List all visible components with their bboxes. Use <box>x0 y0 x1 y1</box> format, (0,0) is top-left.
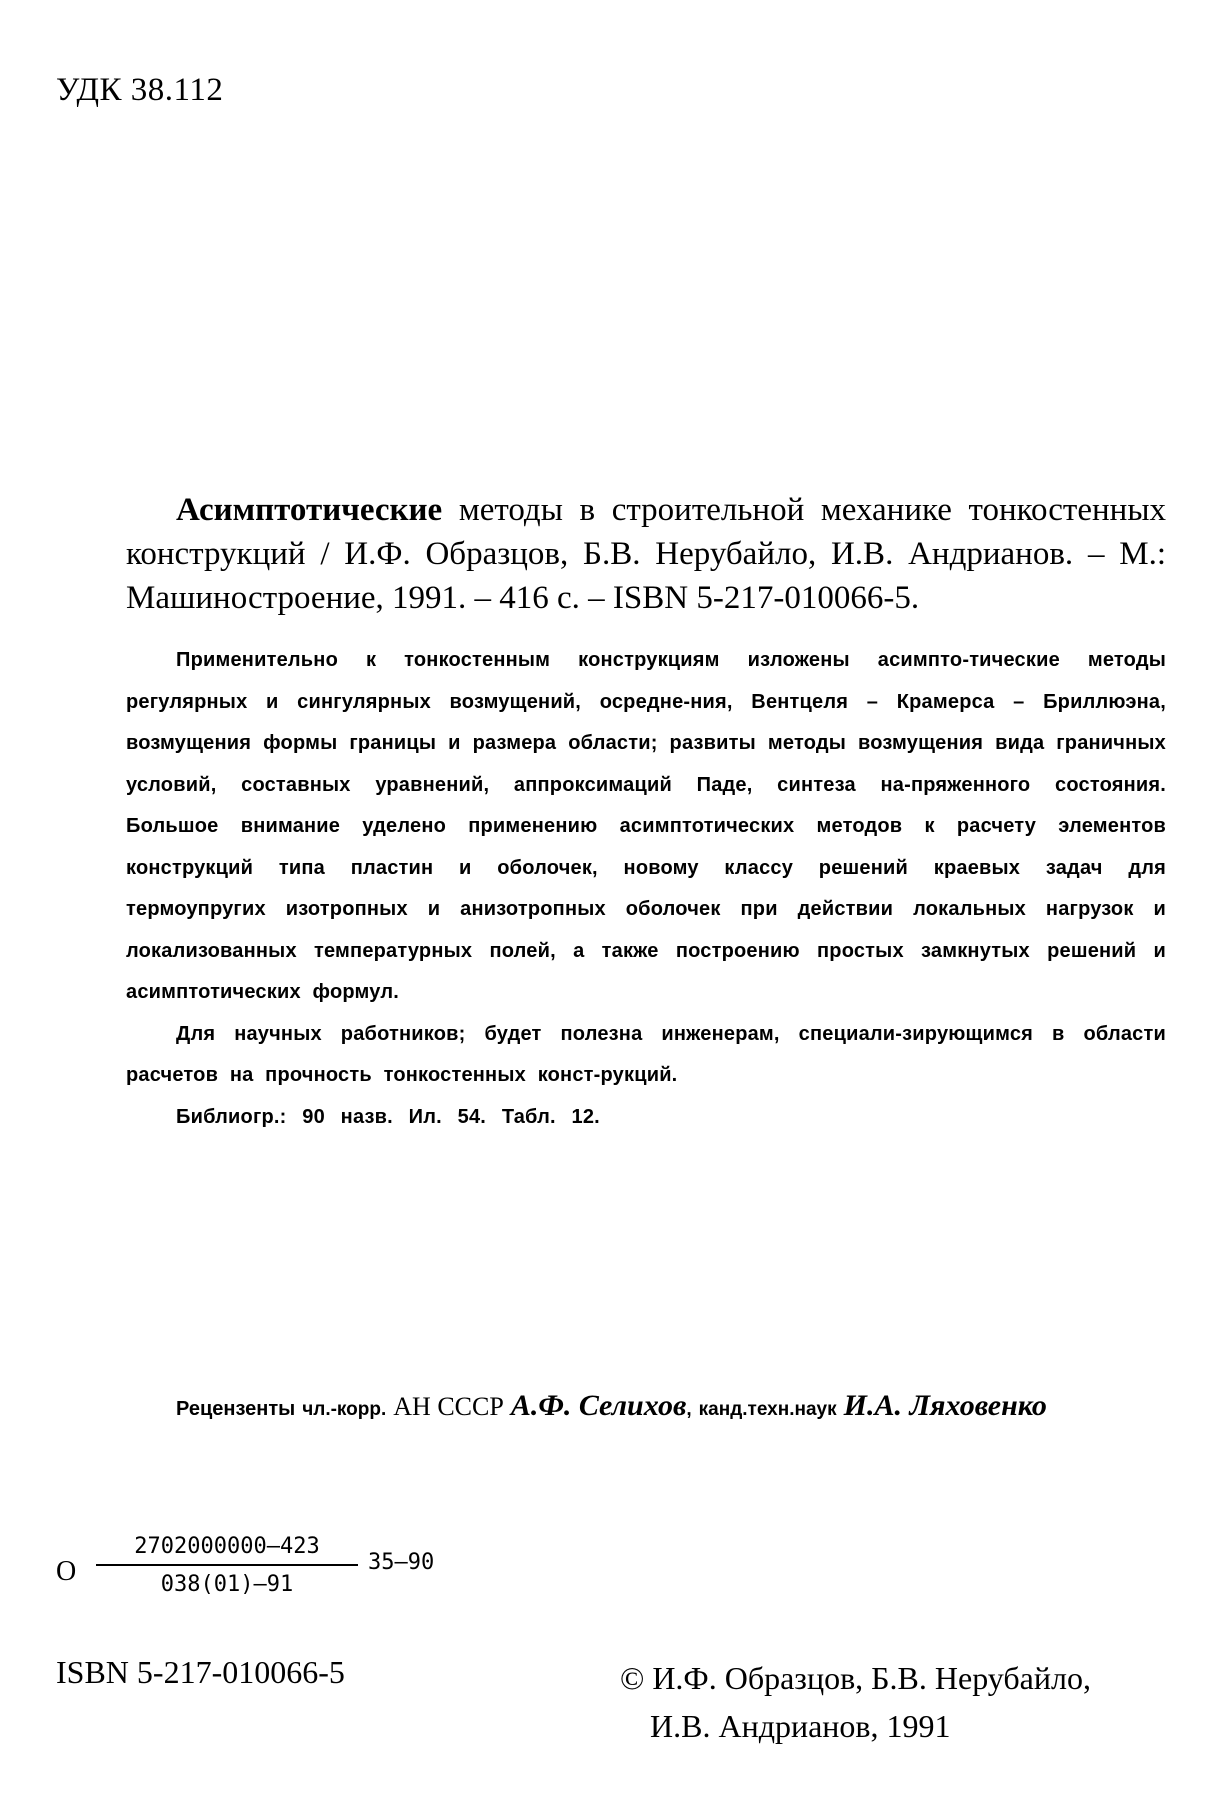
publisher-index-code <box>56 1532 456 1612</box>
isbn: ISBN 5-217-010066-5 <box>56 1654 345 1690</box>
index-suffix: 35–90 <box>368 1550 435 1575</box>
bibliography-stats: Библиогр.: 90 назв. Ил. 54. Табл. 12. <box>176 1105 600 1128</box>
reviewer-1-institution: АН СССР <box>393 1392 504 1421</box>
reviewer-2-name: И.А. Ляховенко <box>843 1389 1047 1422</box>
copyright <box>620 1654 1180 1750</box>
bibliographic-record-text: методы в строительной механике тонкостенных конструкций / И.Ф. Образцов, Б.В. Нерубайло, И.В. Андрианов. – М.: Машиностроение, 1991. – 416 с. – ISBN 5-217-010066-5. <box>126 492 1166 616</box>
reviewer-1-title: чл.-корр. <box>302 1399 387 1420</box>
abstract <box>126 640 1166 1138</box>
reviewer-2-title: канд.техн.наук <box>698 1399 837 1420</box>
udk-code: УДК 38.112 <box>56 72 224 108</box>
index-letter: О <box>56 1556 77 1587</box>
abstract-paragraph-1: Применительно к тонкостенным конструкциям изложены асимпто-тические методы регулярных и сингулярных возмущений, осредне-ния, Вентцеля – Крамерса – Бриллюэна, возмущения формы границы и размера области; развиты методы возмущения вида граничных условий, составных уравнений, аппроксимаций Паде, синтеза на-пряженного состояния. Большое внимание уделено применению асимптотических методов к расчету элементов конструкций типа пластин и оболочек, новому классу решений краевых задач для термоупругих изотропных и анизотропных оболочек при действии локальных нагрузок и локализованных температурных полей, а также построению простых замкнутых решений и асимптотических формул. <box>126 649 1166 1003</box>
copyright-line-2: И.В. Андрианов, 1991 <box>650 1708 951 1744</box>
index-fraction <box>96 1532 358 1600</box>
copyright-line-1: © И.Ф. Образцов, Б.В. Нерубайло, <box>620 1660 1091 1696</box>
abstract-paragraph-2: Для научных работников; будет полезна инженерам, специали-зирующимся в области расчетов на прочность тонкостенных конст-рукций. <box>126 1022 1166 1086</box>
index-denominator: 038(01)–91 <box>160 1572 294 1597</box>
reviewers: Рецензенты чл.-корр. АН СССР А.Ф. Селихов, канд.техн.наук И.А. Ляховенко <box>176 1389 1047 1422</box>
reviewer-1-name: А.Ф. Селихов <box>510 1389 687 1422</box>
bibliographic-record <box>126 488 1166 620</box>
index-numerator: 2702000000–423 <box>96 1532 358 1566</box>
title-lead-word: Асимптотические <box>176 492 443 528</box>
reviewers-label: Рецензенты <box>176 1398 296 1420</box>
